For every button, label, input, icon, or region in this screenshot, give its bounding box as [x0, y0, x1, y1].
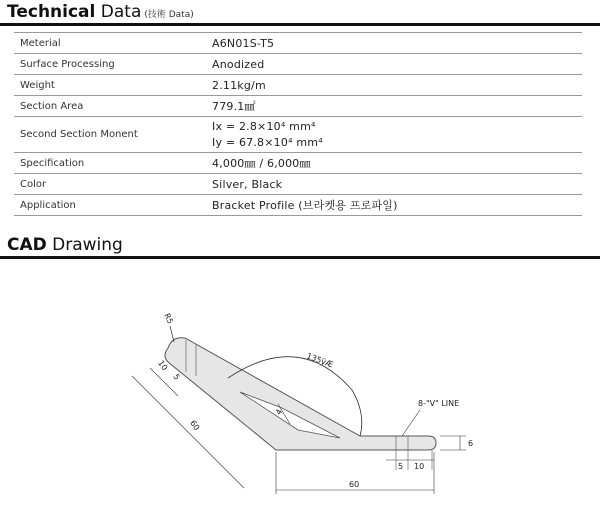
- technical-data-header: [0, 0, 600, 26]
- spec-label: Color: [14, 174, 206, 195]
- dim-60-bottom: 60: [349, 480, 360, 489]
- cad-drawing-title: CAD Drawing: [7, 235, 123, 255]
- radius-leader: [170, 326, 174, 342]
- spec-value-line: Ix = 2.8×10⁴ mm⁴: [212, 119, 316, 133]
- technical-data-title: Technical Data (技術 Data): [7, 2, 194, 22]
- table-row: [14, 96, 582, 117]
- dim-line-diag-inner: [150, 368, 178, 396]
- dim-6-label: 6: [468, 439, 474, 448]
- table-row: [14, 174, 582, 195]
- dim-5-left: 5: [171, 372, 182, 382]
- v-line-label: 8-"V" LINE: [418, 399, 460, 408]
- v-line-leader: [402, 410, 420, 436]
- dim-10-left: 10: [156, 358, 170, 373]
- table-row: [14, 54, 582, 75]
- spec-table: [14, 32, 582, 216]
- table-row: [14, 33, 582, 54]
- cad-drawing-header: [0, 233, 600, 259]
- spec-label: Application: [14, 195, 206, 216]
- spec-value: [206, 117, 582, 153]
- spec-label: Weight: [14, 75, 206, 96]
- angle-label: 135ÿÆ: [305, 351, 335, 370]
- spec-value: Bracket Profile (브라켓용 프로파일): [206, 195, 582, 216]
- spec-value: A6N01S-T5: [206, 33, 582, 54]
- spec-value: 2.11kg/m: [206, 75, 582, 96]
- spec-label: Meterial: [14, 33, 206, 54]
- spec-value: Silver, Black: [206, 174, 582, 195]
- dim-60-diag: 60: [188, 418, 202, 433]
- spec-value: Anodized: [206, 54, 582, 75]
- table-row: [14, 75, 582, 96]
- bracket-profile-shape: [165, 338, 436, 450]
- spec-label: Section Area: [14, 96, 206, 117]
- spec-label: Second Section Monent: [14, 117, 206, 153]
- dim-5-bottom: 5: [398, 462, 404, 471]
- spec-value: 4,000㎜ / 6,000㎜: [206, 153, 582, 174]
- technical-data-subtitle: (技術 Data): [144, 10, 194, 20]
- table-row: [14, 117, 582, 153]
- table-row: [14, 195, 582, 216]
- spec-label: Specification: [14, 153, 206, 174]
- spec-value-line: Iy = 67.8×10⁴ mm⁴: [212, 135, 323, 149]
- dim-4-label: 4: [273, 407, 285, 417]
- cad-drawing: [0, 262, 600, 522]
- dim-10-bottom: 10: [414, 462, 425, 471]
- spec-value: 779.1㎟: [206, 96, 582, 117]
- radius-label: R5: [162, 311, 175, 326]
- table-row: [14, 153, 582, 174]
- spec-label: Surface Processing: [14, 54, 206, 75]
